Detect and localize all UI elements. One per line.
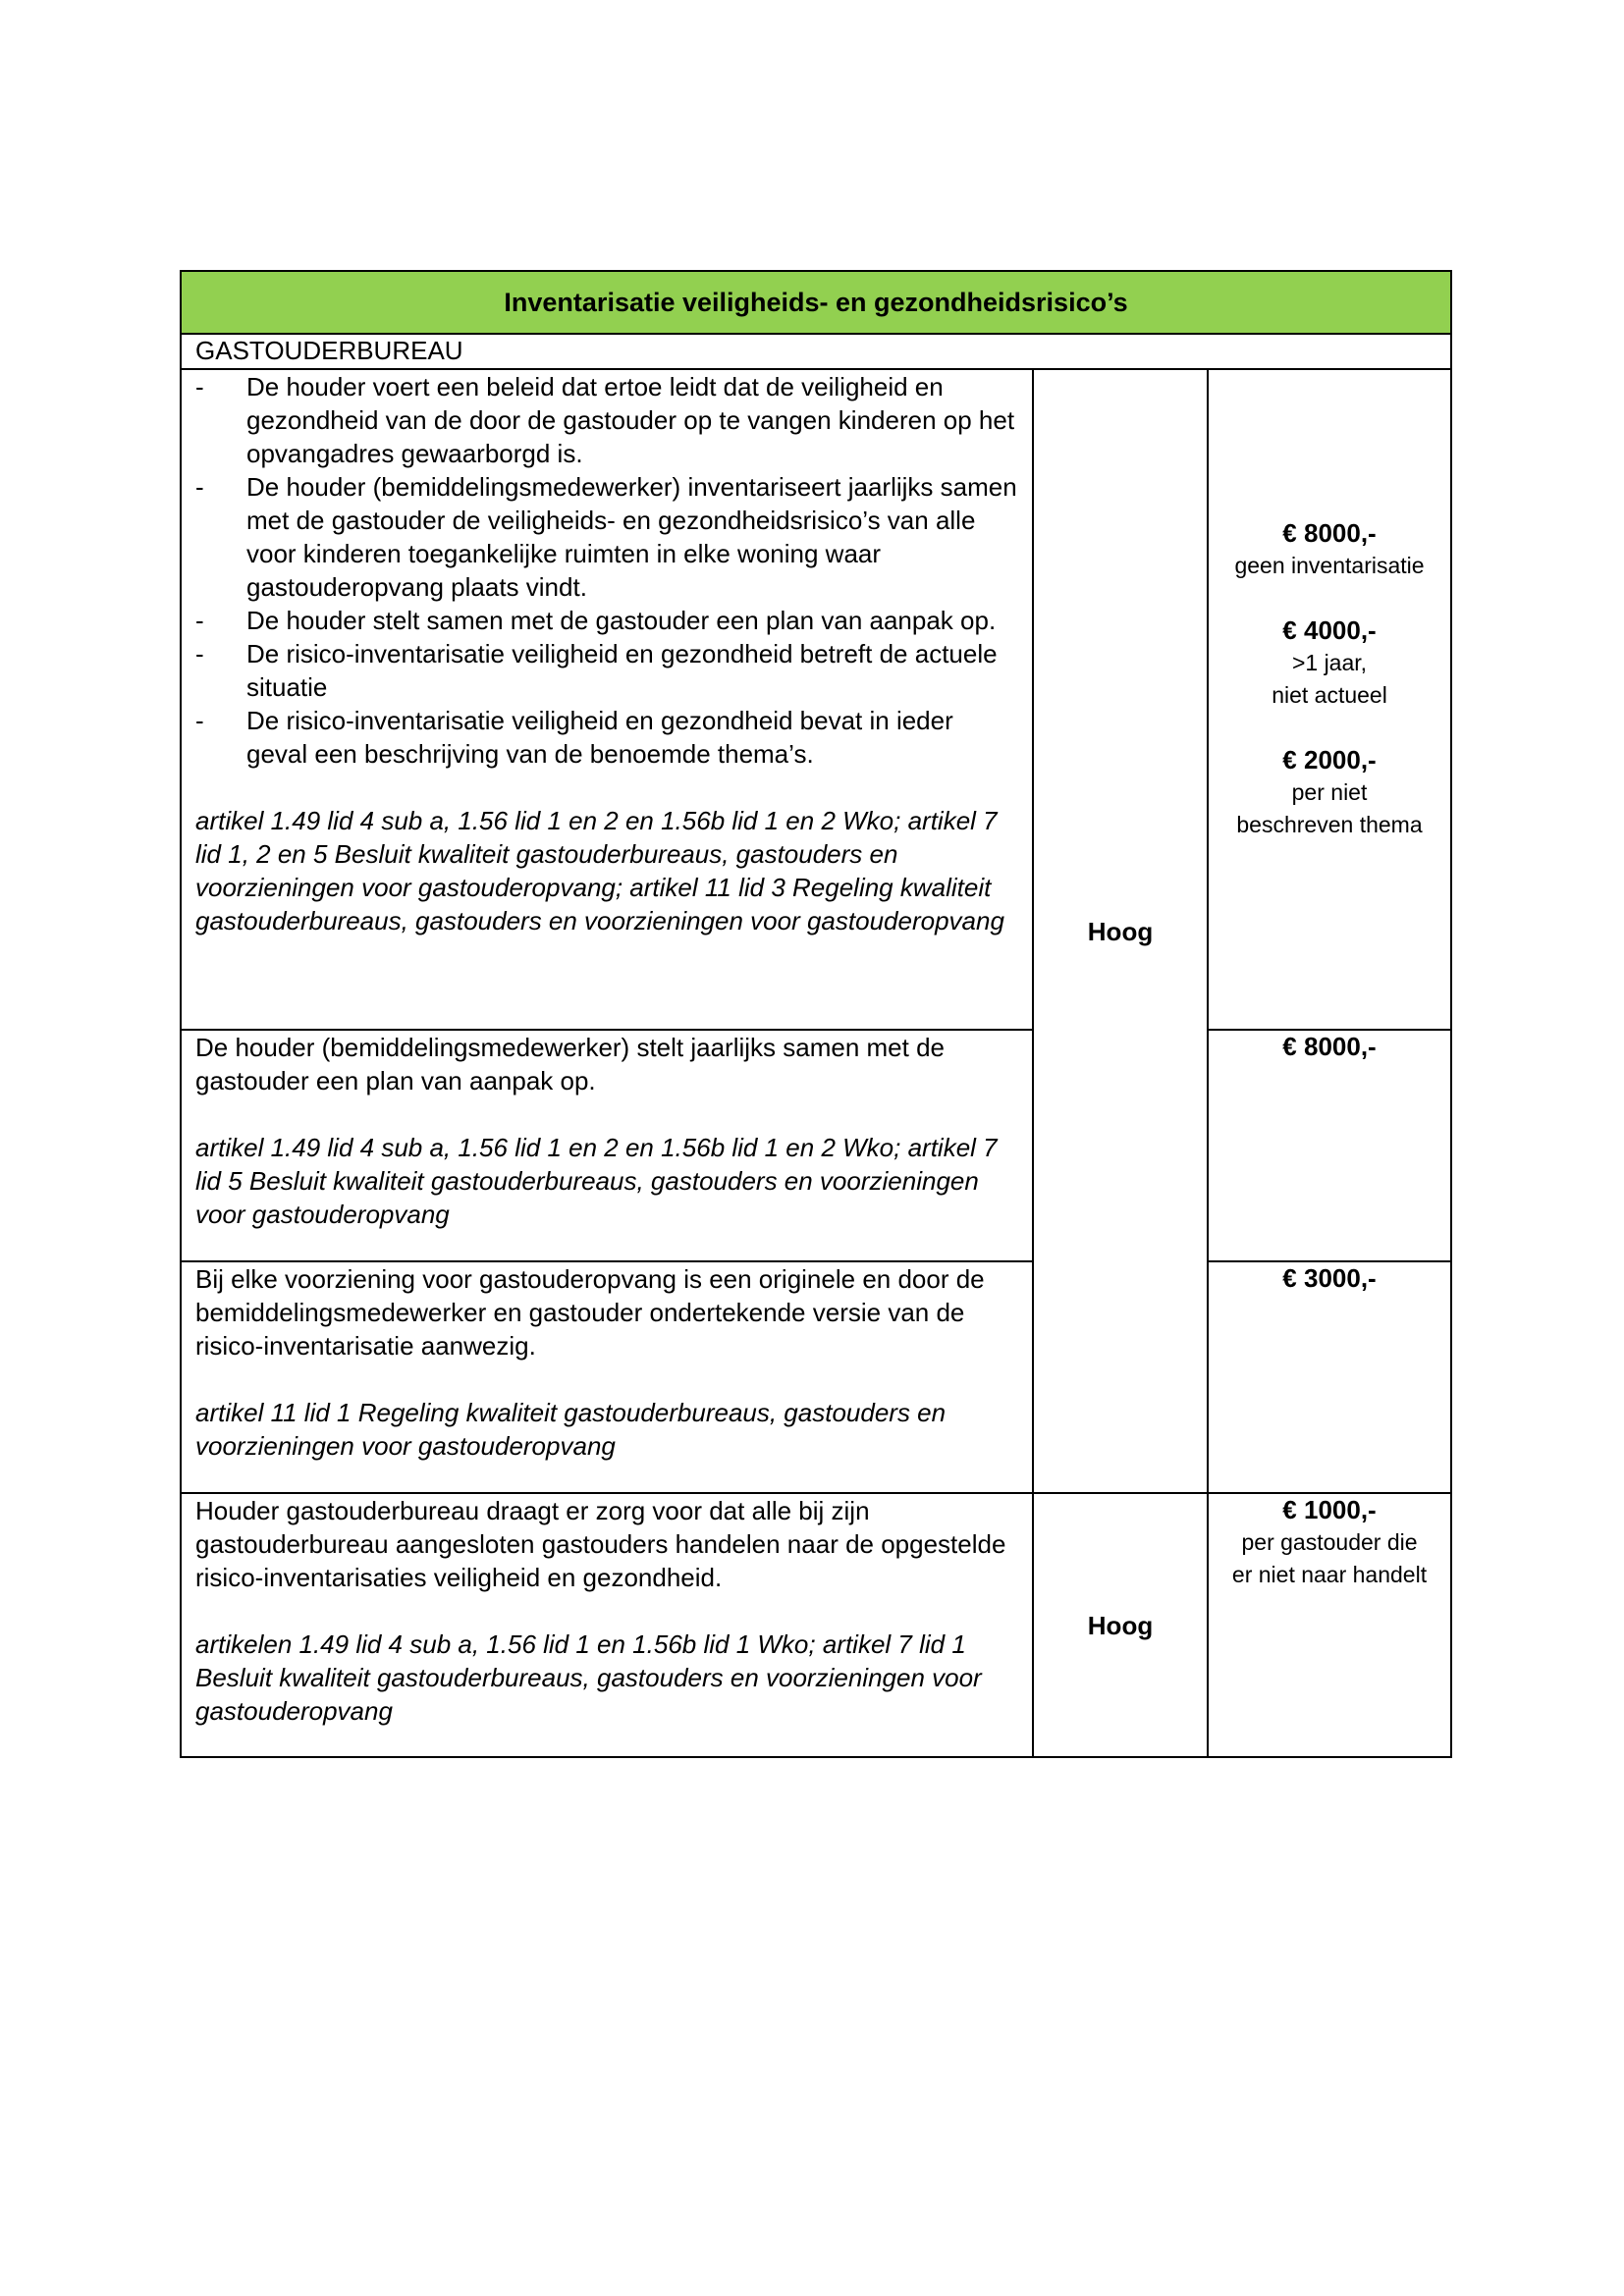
fine-note: geen inventarisatie bbox=[1234, 553, 1425, 578]
requirement-text: Houder gastouderbureau draagt er zorg voor dat alle bij zijn gastouderbureau aangesloten gastouders handelen naar de opgestelde risico-inventarisaties veiligheid en gezondheid. bbox=[195, 1496, 1006, 1592]
list-item: - De houder stelt samen met de gastouder een plan van aanpak op. bbox=[195, 606, 997, 635]
table-title: Inventarisatie veiligheids- en gezondheidsrisico’s bbox=[181, 271, 1451, 334]
fine-note: >1 jaar, bbox=[1291, 650, 1368, 675]
fine-note: beschreven thema bbox=[1236, 812, 1423, 837]
fine-cell bbox=[1208, 1493, 1451, 1757]
fine-cell bbox=[1208, 1261, 1451, 1493]
risk-level: Hoog bbox=[1033, 369, 1208, 1493]
fine-amount: € 8000,- bbox=[1282, 518, 1377, 548]
table-row bbox=[181, 1493, 1451, 1757]
table-row bbox=[181, 369, 1451, 1030]
sanctions-table bbox=[180, 270, 1452, 1758]
requirement-cell bbox=[181, 1493, 1033, 1757]
list-item: - De risico-inventarisatie veiligheid en gezondheid bevat in ieder geval een beschrijving van de benoemde thema’s. bbox=[195, 706, 953, 769]
legal-citation: artikel 1.49 lid 4 sub a, 1.56 lid 1 en 2 en 1.56b lid 1 en 2 Wko; artikel 7 lid 1, 2 en 5 Besluit kwaliteit gastouderbureaus, gastouders en voorzieningen voor gastouderopvang; artikel 11 lid 3 Regeling kwaliteit gastouderbureaus, gastouders en voorzieningen voor gastouderopvang bbox=[195, 806, 1004, 935]
legal-citation: artikel 11 lid 1 Regeling kwaliteit gastouderbureaus, gastouders en voorzieningen voor gastouderopvang bbox=[195, 1398, 947, 1461]
requirement-cell bbox=[181, 1030, 1033, 1261]
fine-amount: € 1000,- bbox=[1282, 1495, 1377, 1524]
fine-amount: € 8000,- bbox=[1282, 1032, 1377, 1061]
fine-amount: € 3000,- bbox=[1282, 1263, 1377, 1293]
table-row bbox=[181, 1261, 1451, 1493]
fine-note: per gastouder die bbox=[1241, 1529, 1418, 1555]
fine-amount: € 4000,- bbox=[1282, 615, 1377, 645]
legal-citation: artikelen 1.49 lid 4 sub a, 1.56 lid 1 en 1.56b lid 1 Wko; artikel 7 lid 1 Besluit kwaliteit gastouderbureaus, gastouders en voorzieningen voor gastouderopvang bbox=[195, 1629, 982, 1726]
fine-cell bbox=[1208, 1030, 1451, 1261]
risk-level: Hoog bbox=[1033, 1493, 1208, 1757]
list-item: - De houder voert een beleid dat ertoe leidt dat de veiligheid en gezondheid van de door de gastouder op te vangen kinderen op het opvangadres gewaarborgd is. bbox=[195, 372, 1015, 468]
requirement-text: Bij elke voorziening voor gastouderopvang is een originele en door de bemiddelingsmedewerker en gastouder ondertekende versie van de risico-inventarisatie aanwezig. bbox=[195, 1264, 985, 1361]
list-item: - De houder (bemiddelingsmedewerker) inventariseert jaarlijks samen met de gastouder de veiligheids- en gezondheidsrisico’s van alle voor kinderen toegankelijke ruimten in elke woning waar gastouderopvang plaats vindt. bbox=[195, 472, 1017, 602]
requirement-cell bbox=[181, 1261, 1033, 1493]
fine-note: er niet naar handelt bbox=[1231, 1562, 1428, 1587]
fine-amount: € 2000,- bbox=[1282, 745, 1377, 774]
fine-note: per niet bbox=[1291, 779, 1368, 805]
requirement-cell bbox=[181, 369, 1033, 1030]
fine-cell bbox=[1208, 369, 1451, 1030]
requirement-text: De houder (bemiddelingsmedewerker) stelt jaarlijks samen met de gastouder een plan van aanpak op. bbox=[195, 1033, 946, 1095]
legal-citation: artikel 1.49 lid 4 sub a, 1.56 lid 1 en 2 en 1.56b lid 1 en 2 Wko; artikel 7 lid 5 Besluit kwaliteit gastouderbureaus, gastouders en voorzieningen voor gastouderopvang bbox=[195, 1133, 998, 1229]
section-header: GASTOUDERBUREAU bbox=[181, 334, 1451, 369]
fine-note: niet actueel bbox=[1272, 682, 1387, 708]
table-row bbox=[181, 1030, 1451, 1261]
list-item: - De risico-inventarisatie veiligheid en gezondheid betreft de actuele situatie bbox=[195, 639, 998, 702]
